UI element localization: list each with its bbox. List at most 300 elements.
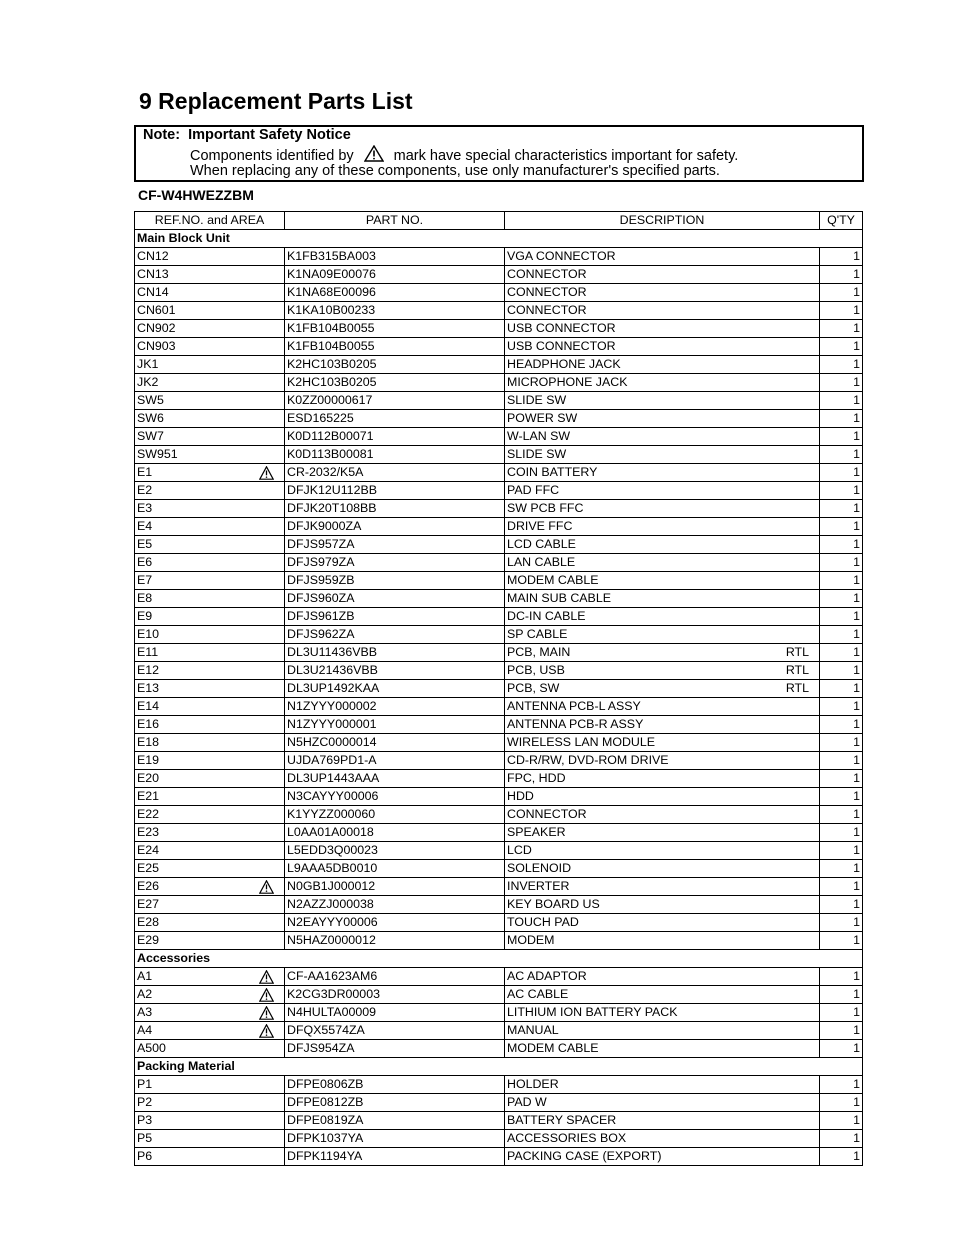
description-cell bbox=[505, 356, 820, 374]
table-row bbox=[135, 464, 863, 482]
quantity: 1 bbox=[820, 1004, 863, 1022]
part-number: K1YYZZ000060 bbox=[285, 806, 505, 824]
ref-number: E26 bbox=[137, 879, 160, 893]
part-number: K1KA10B00233 bbox=[285, 302, 505, 320]
ref-cell-content bbox=[137, 266, 282, 283]
ref-cell-content bbox=[137, 1094, 282, 1111]
table-row bbox=[135, 680, 863, 698]
description-text: CONNECTOR bbox=[507, 303, 587, 317]
ref-cell bbox=[135, 482, 285, 500]
ref-cell bbox=[135, 752, 285, 770]
ref-cell-content bbox=[137, 842, 282, 859]
description-cell bbox=[505, 896, 820, 914]
ref-cell bbox=[135, 428, 285, 446]
ref-number: E24 bbox=[137, 843, 160, 857]
description-text: PACKING CASE (EXPORT) bbox=[507, 1149, 662, 1163]
description-text: LAN CABLE bbox=[507, 555, 576, 569]
ref-cell-content bbox=[137, 410, 282, 427]
ref-cell-content bbox=[137, 464, 282, 481]
description-cell bbox=[505, 428, 820, 446]
table-row bbox=[135, 626, 863, 644]
ref-cell bbox=[135, 590, 285, 608]
description-cell bbox=[505, 860, 820, 878]
description-cell bbox=[505, 464, 820, 482]
notice-line-1-end: mark have special characteristics important for safety. bbox=[393, 148, 739, 164]
ref-cell bbox=[135, 698, 285, 716]
table-row bbox=[135, 446, 863, 464]
table-row bbox=[135, 482, 863, 500]
part-number: K1FB315BA003 bbox=[285, 248, 505, 266]
part-number: N5HZC0000014 bbox=[285, 734, 505, 752]
quantity: 1 bbox=[820, 446, 863, 464]
description-cell bbox=[505, 572, 820, 590]
table-row bbox=[135, 770, 863, 788]
description-text: CONNECTOR bbox=[507, 267, 587, 281]
description-cell bbox=[505, 752, 820, 770]
quantity: 1 bbox=[820, 680, 863, 698]
ref-number: E20 bbox=[137, 771, 160, 785]
description-text: LITHIUM ION BATTERY PACK bbox=[507, 1005, 678, 1019]
rtl-flag: RTL bbox=[785, 645, 809, 659]
quantity: 1 bbox=[820, 1076, 863, 1094]
description-cell bbox=[505, 734, 820, 752]
ref-number: E6 bbox=[137, 555, 153, 569]
section-title: Accessories bbox=[135, 950, 863, 968]
ref-cell bbox=[135, 518, 285, 536]
table-row bbox=[135, 734, 863, 752]
table-row bbox=[135, 320, 863, 338]
ref-cell bbox=[135, 464, 285, 482]
description-cell bbox=[505, 1076, 820, 1094]
description-cell bbox=[505, 608, 820, 626]
part-number: K0D112B00071 bbox=[285, 428, 505, 446]
description-text: DC-IN CABLE bbox=[507, 609, 586, 623]
table-row bbox=[135, 590, 863, 608]
description-text: MAIN SUB CABLE bbox=[507, 591, 611, 605]
ref-number: E3 bbox=[137, 501, 153, 515]
warning-triangle-icon bbox=[259, 880, 274, 894]
quantity: 1 bbox=[820, 1112, 863, 1130]
quantity: 1 bbox=[820, 302, 863, 320]
part-number: DFJS957ZA bbox=[285, 536, 505, 554]
quantity: 1 bbox=[820, 572, 863, 590]
quantity: 1 bbox=[820, 716, 863, 734]
ref-cell-content bbox=[137, 392, 282, 409]
description-text: SLIDE SW bbox=[507, 447, 567, 461]
table-row bbox=[135, 500, 863, 518]
description-text: BATTERY SPACER bbox=[507, 1113, 617, 1127]
table-row bbox=[135, 986, 863, 1004]
part-number: DL3UP1443AAA bbox=[285, 770, 505, 788]
ref-number: E29 bbox=[137, 933, 160, 947]
part-number: DL3UP1492KAA bbox=[285, 680, 505, 698]
ref-cell bbox=[135, 626, 285, 644]
column-header-qty: Q'TY bbox=[820, 212, 863, 230]
description-text: SLIDE SW bbox=[507, 393, 567, 407]
description-cell bbox=[505, 284, 820, 302]
part-number: ESD165225 bbox=[285, 410, 505, 428]
description-text: SPEAKER bbox=[507, 825, 566, 839]
ref-cell-content bbox=[137, 1076, 282, 1093]
description-cell bbox=[505, 1094, 820, 1112]
description-text: W-LAN SW bbox=[507, 429, 571, 443]
part-number: CR-2032/K5A bbox=[285, 464, 505, 482]
ref-cell bbox=[135, 788, 285, 806]
ref-cell bbox=[135, 842, 285, 860]
quantity: 1 bbox=[820, 428, 863, 446]
table-row bbox=[135, 266, 863, 284]
description-cell bbox=[505, 770, 820, 788]
part-number: K2HC103B0205 bbox=[285, 356, 505, 374]
quantity: 1 bbox=[820, 284, 863, 302]
part-number: DFPK1194YA bbox=[285, 1148, 505, 1166]
description-cell bbox=[505, 248, 820, 266]
table-row bbox=[135, 968, 863, 986]
quantity: 1 bbox=[820, 878, 863, 896]
ref-cell-content bbox=[137, 896, 282, 913]
table-row bbox=[135, 1148, 863, 1166]
ref-cell bbox=[135, 608, 285, 626]
ref-cell-content bbox=[137, 446, 282, 463]
ref-cell-content bbox=[137, 878, 282, 895]
table-row bbox=[135, 1076, 863, 1094]
ref-number: E4 bbox=[137, 519, 153, 533]
description-text: ANTENNA PCB-L ASSY bbox=[507, 699, 641, 713]
section-title: Packing Material bbox=[135, 1058, 863, 1076]
ref-number: A500 bbox=[137, 1041, 166, 1055]
ref-cell-content bbox=[137, 1040, 282, 1057]
ref-number: E25 bbox=[137, 861, 160, 875]
ref-number: E18 bbox=[137, 735, 160, 749]
quantity: 1 bbox=[820, 554, 863, 572]
table-row bbox=[135, 1004, 863, 1022]
description-text: PAD W bbox=[507, 1095, 547, 1109]
rtl-flag: RTL bbox=[785, 681, 809, 695]
description-text: MODEM bbox=[507, 933, 555, 947]
description-cell bbox=[505, 266, 820, 284]
ref-cell bbox=[135, 1112, 285, 1130]
description-cell bbox=[505, 1022, 820, 1040]
ref-number: P6 bbox=[137, 1149, 153, 1163]
ref-cell bbox=[135, 284, 285, 302]
part-number: CF-AA1623AM6 bbox=[285, 968, 505, 986]
description-text: SW PCB FFC bbox=[507, 501, 584, 515]
ref-cell-content bbox=[137, 572, 282, 589]
part-number: DFJK12U112BB bbox=[285, 482, 505, 500]
ref-cell bbox=[135, 554, 285, 572]
part-number: K2HC103B0205 bbox=[285, 374, 505, 392]
part-number: DFJS961ZB bbox=[285, 608, 505, 626]
description-text: LCD bbox=[507, 843, 532, 857]
quantity: 1 bbox=[820, 320, 863, 338]
table-row bbox=[135, 1112, 863, 1130]
ref-cell bbox=[135, 1094, 285, 1112]
safety-notice bbox=[134, 125, 864, 182]
table-row bbox=[135, 1040, 863, 1058]
ref-cell bbox=[135, 338, 285, 356]
part-number: K1NA09E00076 bbox=[285, 266, 505, 284]
quantity: 1 bbox=[820, 536, 863, 554]
quantity: 1 bbox=[820, 626, 863, 644]
ref-cell bbox=[135, 770, 285, 788]
quantity: 1 bbox=[820, 374, 863, 392]
description-cell bbox=[505, 446, 820, 464]
ref-cell-content bbox=[137, 968, 282, 985]
table-row bbox=[135, 824, 863, 842]
description-text: KEY BOARD US bbox=[507, 897, 600, 911]
ref-number: E23 bbox=[137, 825, 160, 839]
description-text: USB CONNECTOR bbox=[507, 321, 616, 335]
ref-number: E7 bbox=[137, 573, 153, 587]
table-row bbox=[135, 392, 863, 410]
ref-number: E12 bbox=[137, 663, 160, 677]
ref-cell bbox=[135, 302, 285, 320]
model-number: CF-W4HWEZZBM bbox=[138, 187, 254, 203]
ref-number: JK1 bbox=[137, 357, 159, 371]
ref-cell-content bbox=[137, 320, 282, 337]
part-number: DFPE0806ZB bbox=[285, 1076, 505, 1094]
ref-cell bbox=[135, 1076, 285, 1094]
ref-number: E27 bbox=[137, 897, 160, 911]
ref-cell bbox=[135, 446, 285, 464]
ref-cell-content bbox=[137, 248, 282, 265]
ref-cell bbox=[135, 356, 285, 374]
description-text: PCB, SW bbox=[507, 681, 560, 695]
ref-number: P2 bbox=[137, 1095, 153, 1109]
quantity: 1 bbox=[820, 518, 863, 536]
table-row bbox=[135, 698, 863, 716]
ref-number: A1 bbox=[137, 969, 153, 983]
ref-number: E14 bbox=[137, 699, 160, 713]
description-text: SP CABLE bbox=[507, 627, 568, 641]
ref-cell-content bbox=[137, 752, 282, 769]
ref-cell-content bbox=[137, 338, 282, 355]
ref-cell bbox=[135, 320, 285, 338]
description-text: HDD bbox=[507, 789, 534, 803]
ref-cell bbox=[135, 878, 285, 896]
table-row bbox=[135, 662, 863, 680]
ref-cell bbox=[135, 680, 285, 698]
description-text: AC CABLE bbox=[507, 987, 569, 1001]
ref-cell-content bbox=[137, 806, 282, 823]
ref-cell bbox=[135, 662, 285, 680]
description-cell bbox=[505, 1148, 820, 1166]
ref-cell-content bbox=[137, 1022, 282, 1039]
part-number: K1NA68E00096 bbox=[285, 284, 505, 302]
table-row bbox=[135, 302, 863, 320]
description-cell bbox=[505, 482, 820, 500]
quantity: 1 bbox=[820, 644, 863, 662]
table-row bbox=[135, 374, 863, 392]
table-header-row bbox=[135, 212, 863, 230]
part-number: DFQX5574ZA bbox=[285, 1022, 505, 1040]
quantity: 1 bbox=[820, 1040, 863, 1058]
description-cell bbox=[505, 320, 820, 338]
quantity: 1 bbox=[820, 410, 863, 428]
quantity: 1 bbox=[820, 770, 863, 788]
description-cell bbox=[505, 824, 820, 842]
ref-cell bbox=[135, 1022, 285, 1040]
description-text: POWER SW bbox=[507, 411, 578, 425]
ref-number: SW5 bbox=[137, 393, 164, 407]
ref-cell-content bbox=[137, 284, 282, 301]
table-row bbox=[135, 1094, 863, 1112]
table-row bbox=[135, 554, 863, 572]
ref-number: CN903 bbox=[137, 339, 176, 353]
column-header-ref: REF.NO. and AREA bbox=[135, 212, 285, 230]
warning-triangle-icon bbox=[259, 466, 274, 480]
description-text: WIRELESS LAN MODULE bbox=[507, 735, 656, 749]
description-cell bbox=[505, 1130, 820, 1148]
description-cell bbox=[505, 806, 820, 824]
ref-cell-content bbox=[137, 932, 282, 949]
part-number: DFPE0819ZA bbox=[285, 1112, 505, 1130]
ref-cell bbox=[135, 410, 285, 428]
description-text: ANTENNA PCB-R ASSY bbox=[507, 717, 644, 731]
ref-cell-content bbox=[137, 428, 282, 445]
description-cell bbox=[505, 302, 820, 320]
part-number: DL3U11436VBB bbox=[285, 644, 505, 662]
warning-triangle-icon bbox=[259, 988, 274, 1002]
ref-cell-content bbox=[137, 734, 282, 751]
quantity: 1 bbox=[820, 356, 863, 374]
part-number: K0ZZ00000617 bbox=[285, 392, 505, 410]
description-text: PCB, MAIN bbox=[507, 645, 571, 659]
table-row bbox=[135, 608, 863, 626]
description-content bbox=[507, 644, 817, 661]
description-text: SOLENOID bbox=[507, 861, 572, 875]
quantity: 1 bbox=[820, 1130, 863, 1148]
description-text: CD-R/RW, DVD-ROM DRIVE bbox=[507, 753, 669, 767]
notice-line-1-start: Components identified by bbox=[190, 148, 354, 164]
quantity: 1 bbox=[820, 914, 863, 932]
description-text: DRIVE FFC bbox=[507, 519, 573, 533]
quantity: 1 bbox=[820, 500, 863, 518]
description-text: LCD CABLE bbox=[507, 537, 576, 551]
description-cell bbox=[505, 392, 820, 410]
ref-cell-content bbox=[137, 644, 282, 661]
part-number: K1FB104B0055 bbox=[285, 320, 505, 338]
quantity: 1 bbox=[820, 734, 863, 752]
table-row bbox=[135, 860, 863, 878]
table-row bbox=[135, 1130, 863, 1148]
part-number: K2CG3DR00003 bbox=[285, 986, 505, 1004]
ref-number: CN14 bbox=[137, 285, 169, 299]
column-header-description: DESCRIPTION bbox=[505, 212, 820, 230]
ref-number: CN601 bbox=[137, 303, 176, 317]
description-text: USB CONNECTOR bbox=[507, 339, 616, 353]
quantity: 1 bbox=[820, 392, 863, 410]
ref-number: A3 bbox=[137, 1005, 153, 1019]
description-text: MICROPHONE JACK bbox=[507, 375, 628, 389]
ref-number: E9 bbox=[137, 609, 153, 623]
description-text: INVERTER bbox=[507, 879, 570, 893]
description-cell bbox=[505, 338, 820, 356]
ref-cell-content bbox=[137, 554, 282, 571]
column-header-part-no: PART NO. bbox=[285, 212, 505, 230]
section-header-row bbox=[135, 1058, 863, 1076]
description-cell bbox=[505, 842, 820, 860]
ref-cell-content bbox=[137, 1130, 282, 1147]
ref-number: E10 bbox=[137, 627, 160, 641]
description-text: AC ADAPTOR bbox=[507, 969, 587, 983]
table-row bbox=[135, 914, 863, 932]
description-text: ACCESSORIES BOX bbox=[507, 1131, 627, 1145]
part-number: N2EAYYY00006 bbox=[285, 914, 505, 932]
notice-heading-line bbox=[143, 127, 351, 143]
ref-cell bbox=[135, 1130, 285, 1148]
ref-number: E2 bbox=[137, 483, 153, 497]
description-cell bbox=[505, 914, 820, 932]
ref-number: SW6 bbox=[137, 411, 164, 425]
quantity: 1 bbox=[820, 752, 863, 770]
ref-cell bbox=[135, 734, 285, 752]
part-number: DFJK9000ZA bbox=[285, 518, 505, 536]
table-row bbox=[135, 644, 863, 662]
ref-cell-content bbox=[137, 590, 282, 607]
ref-number: P5 bbox=[137, 1131, 153, 1145]
description-cell bbox=[505, 500, 820, 518]
description-text: HOLDER bbox=[507, 1077, 559, 1091]
ref-cell-content bbox=[137, 356, 282, 373]
description-content bbox=[507, 662, 817, 679]
ref-cell-content bbox=[137, 662, 282, 679]
ref-cell bbox=[135, 896, 285, 914]
ref-cell bbox=[135, 500, 285, 518]
section-header-row bbox=[135, 950, 863, 968]
part-number: DFJK20T108BB bbox=[285, 500, 505, 518]
page-title: 9 Replacement Parts List bbox=[139, 88, 413, 114]
quantity: 1 bbox=[820, 860, 863, 878]
description-cell bbox=[505, 644, 820, 662]
section-title: Main Block Unit bbox=[135, 230, 863, 248]
description-text: VGA CONNECTOR bbox=[507, 249, 616, 263]
quantity: 1 bbox=[820, 986, 863, 1004]
part-number: DL3U21436VBB bbox=[285, 662, 505, 680]
description-cell bbox=[505, 554, 820, 572]
part-number: N5HAZ0000012 bbox=[285, 932, 505, 950]
quantity: 1 bbox=[820, 266, 863, 284]
notice-line-2: When replacing any of these components, use only manufacturer's specified parts. bbox=[190, 163, 720, 179]
part-number: L9AAA5DB0010 bbox=[285, 860, 505, 878]
table-row bbox=[135, 410, 863, 428]
quantity: 1 bbox=[820, 1148, 863, 1166]
ref-cell bbox=[135, 716, 285, 734]
ref-number: CN12 bbox=[137, 249, 169, 263]
description-cell bbox=[505, 968, 820, 986]
part-number: DFJS960ZA bbox=[285, 590, 505, 608]
quantity: 1 bbox=[820, 968, 863, 986]
ref-cell-content bbox=[137, 518, 282, 535]
ref-cell-content bbox=[137, 1148, 282, 1165]
ref-cell bbox=[135, 644, 285, 662]
quantity: 1 bbox=[820, 842, 863, 860]
table-row bbox=[135, 788, 863, 806]
description-text: CONNECTOR bbox=[507, 285, 587, 299]
ref-number: E13 bbox=[137, 681, 160, 695]
ref-number: E19 bbox=[137, 753, 160, 767]
ref-number: E28 bbox=[137, 915, 160, 929]
part-number: N3CAYYY00006 bbox=[285, 788, 505, 806]
ref-cell-content bbox=[137, 1112, 282, 1129]
description-cell bbox=[505, 1040, 820, 1058]
description-text: MANUAL bbox=[507, 1023, 559, 1037]
parts-table-body bbox=[135, 230, 863, 1166]
quantity: 1 bbox=[820, 338, 863, 356]
description-text: HEADPHONE JACK bbox=[507, 357, 621, 371]
quantity: 1 bbox=[820, 248, 863, 266]
table-row bbox=[135, 842, 863, 860]
